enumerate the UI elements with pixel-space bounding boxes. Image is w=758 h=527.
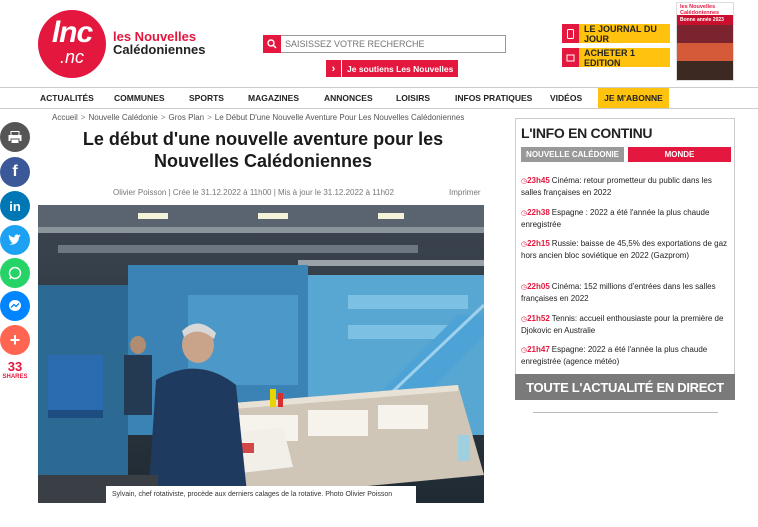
cover-headline: Bonne année 2023 (680, 17, 724, 23)
news-time: 22h05 (527, 282, 550, 291)
news-item[interactable] (521, 175, 731, 198)
cart-icon (562, 48, 579, 67)
news-item[interactable] (521, 207, 731, 230)
newspaper-cover[interactable] (676, 2, 734, 81)
news-time: 22h15 (527, 239, 550, 248)
news-time: 23h45 (527, 176, 550, 185)
share-count: 33 (7, 359, 23, 374)
site-logo[interactable] (38, 10, 106, 78)
facebook-icon[interactable]: f (0, 157, 30, 187)
nav-item-communes[interactable]: COMMUNES (114, 93, 165, 103)
divider (533, 412, 718, 413)
clock-icon: ◷ (521, 284, 528, 291)
support-button[interactable] (326, 60, 458, 77)
messenger-icon[interactable] (0, 291, 30, 321)
nav-item-actualites[interactable]: ACTUALITÉS (40, 93, 94, 103)
news-item[interactable] (521, 313, 731, 336)
news-text: Cinéma: retour prometteur du public dans les salles françaises en 2022 (521, 176, 712, 197)
tab-monde[interactable]: MONDE (628, 147, 731, 162)
breadcrumb-item-category[interactable]: Gros Plan (168, 113, 205, 122)
whatsapp-icon[interactable] (0, 258, 30, 288)
buy-edition-button[interactable] (562, 48, 670, 67)
breadcrumb-item-home[interactable]: Accueil (52, 113, 78, 122)
search-icon[interactable] (263, 35, 281, 53)
search-bar (263, 35, 506, 53)
news-text: Cinéma: 152 millions d'entrées dans les salles françaises en 2022 (521, 282, 716, 303)
news-text: Espagne: 2022 a été l'année la plus chaude enregistrée (agence météo) (521, 345, 708, 366)
edition-label: ACHETER 1 EDITION (579, 48, 670, 67)
info-en-continu-panel (515, 118, 735, 400)
journal-label: LE JOURNAL DU JOUR (579, 24, 670, 43)
all-news-button[interactable]: TOUTE L'ACTUALITÉ EN DIRECT (515, 374, 735, 400)
cover-masthead: les Nouvelles Calédoniennes (680, 4, 720, 16)
twitter-icon[interactable] (0, 225, 30, 255)
logo-subtext: .nc (59, 47, 84, 67)
breadcrumb-item-section[interactable]: Nouvelle Calédonie (88, 113, 158, 122)
breadcrumb: Accueil > Nouvelle Calédonie > Gros Plan > Le Début D'une Nouvelle Aventure Pour Les Nouvelles Calédoniennes (52, 113, 465, 122)
news-item[interactable] (521, 344, 731, 367)
nav-item-infos-pratiques[interactable]: INFOS PRATIQUES (455, 93, 533, 103)
article-title: Le début d'une nouvelle aventure pour les Nouvelles Calédoniennes (82, 129, 444, 171)
search-input[interactable] (281, 35, 506, 53)
nav-item-magazines[interactable]: MAGAZINES (248, 93, 299, 103)
more-share-icon[interactable]: + (0, 325, 30, 355)
clock-icon: ◷ (521, 347, 528, 354)
news-text: Espagne : 2022 a été l'année la plus chaude enregistrée (521, 208, 710, 229)
nav-item-videos[interactable]: VIDÉOS (550, 93, 583, 103)
news-time: 21h52 (527, 314, 550, 323)
panel-title: L'INFO EN CONTINU (521, 125, 653, 141)
main-nav (0, 87, 758, 109)
print-icon[interactable] (0, 122, 30, 152)
printing-press-image (38, 205, 484, 503)
news-text: Russie: baisse de 45,5% des exportations de gaz hors ancien bloc soviétique en 2022 (Gazprom) (521, 239, 728, 260)
chevron-right-icon: › (326, 60, 342, 77)
brand-line-2: Calédoniennes (113, 42, 206, 57)
nav-item-annonces[interactable]: ANNONCES (324, 93, 373, 103)
brand-name[interactable] (113, 30, 205, 56)
news-item[interactable] (521, 238, 731, 261)
logo-text: lnc (51, 16, 93, 49)
clock-icon: ◷ (521, 316, 528, 323)
clock-icon: ◷ (521, 210, 528, 217)
brand-line-1: les Nouvelles (113, 29, 197, 44)
phone-icon (562, 24, 579, 43)
linkedin-icon[interactable]: in (0, 191, 30, 221)
journal-du-jour-button[interactable] (562, 24, 670, 43)
print-link[interactable]: Imprimer (449, 188, 481, 197)
news-time: 22h38 (527, 208, 550, 217)
breadcrumb-item-current: Le Début D'une Nouvelle Aventure Pour Les Nouvelles Calédoniennes (214, 113, 465, 122)
news-item[interactable] (521, 281, 731, 304)
support-label: Je soutiens Les Nouvelles (342, 60, 458, 77)
clock-icon: ◷ (521, 178, 528, 185)
photo-caption: Sylvain, chef rotativiste, procède aux derniers calages de la rotative. Photo Olivier Poisson (106, 486, 416, 518)
subscribe-button[interactable]: JE M'ABONNE (598, 88, 669, 108)
nav-item-sports[interactable]: SPORTS (189, 93, 224, 103)
news-time: 21h47 (527, 345, 550, 354)
clock-icon: ◷ (521, 241, 528, 248)
article-meta: Olivier Poisson | Crée le 31.12.2022 à 11h00 | Mis à jour le 31.12.2022 à 11h02 (113, 188, 394, 197)
article-photo (38, 205, 484, 503)
share-label: SHARES (2, 374, 28, 380)
tab-nouvelle-caledonie[interactable]: NOUVELLE CALÉDONIE (521, 147, 624, 162)
news-text: Tennis: accueil enthousiaste pour la première de Djokovic en Australie (521, 314, 724, 335)
nav-item-loisirs[interactable]: LOISIRS (396, 93, 431, 103)
